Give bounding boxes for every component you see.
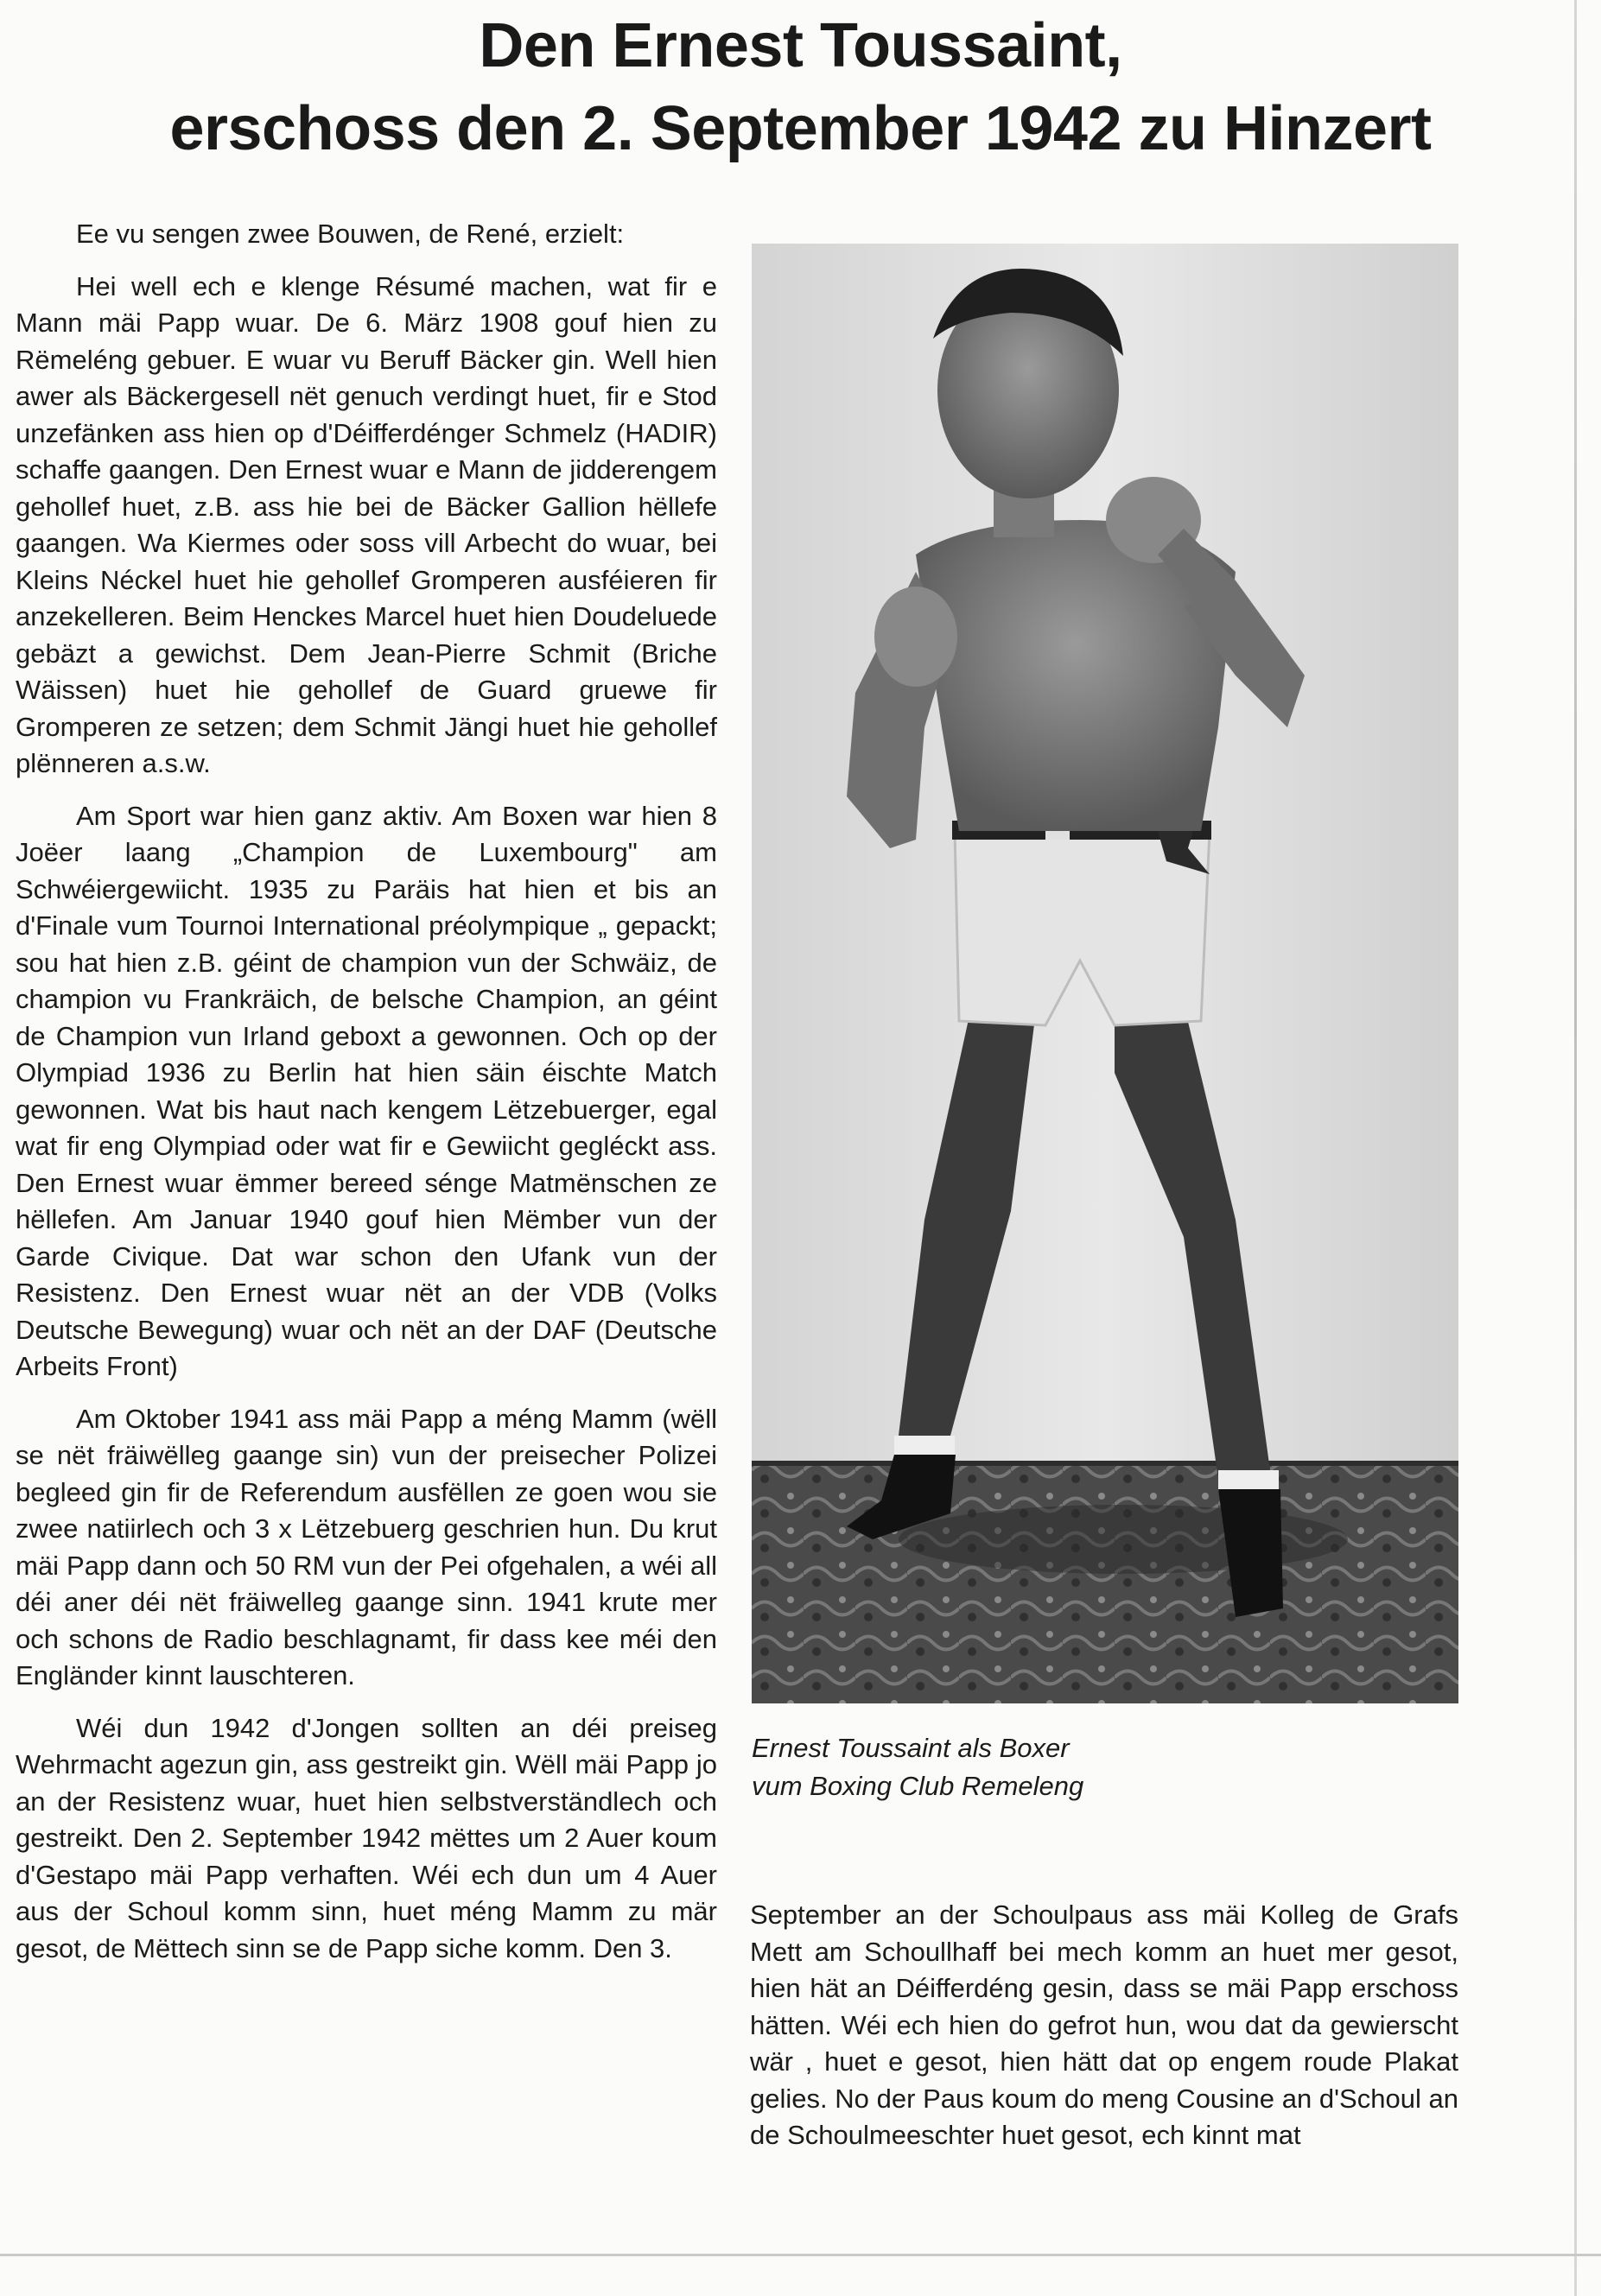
- headline-line-2: erschoss den 2. September 1942 zu Hinzert: [169, 94, 1432, 163]
- caption-line-1: Ernest Toussaint als Boxer: [752, 1733, 1070, 1763]
- boxer-photo: [752, 244, 1458, 1703]
- paragraph-referendum: Am Oktober 1941 ass mäi Papp a méng Mamm (wëll se nët fräiwëlleg gaange sin) vun der preisecher Polizei begleed gin fir de Referendum ausfëllen ze goen wou sie zwee natiirlech och 3 x Lëtzebuerg geschrien hun. Du krut mäi Papp dann och 50 RM vun der Pei ofgehalen, a wéi all déi aner déi nët fräiwelleg gaange sinn. 1941 krute mer och schons de Radio beschlagnamt, fir dass kee méi den Engländer kinnt lauschteren.: [16, 1403, 717, 1690]
- scan-edge-bottom: [0, 2254, 1601, 2256]
- paragraph-continuation: September an der Schoulpaus ass mäi Kolleg de Grafs Mett am Schoullhaff bei mech komm an huet mer gesot, hien hät an Déifferdéng gesin, dass se mäi Papp erschoss hätten. Wéi ech hien do gefrot hun, wou dat da gewierscht wär , huet e gesot, hien hätt dat op engem roude Plakat gelies. No der Paus koum do meng Cousine an d'Schoul an de Schoulmeeschter huet gesot, ech kinnt mat: [750, 1900, 1458, 2150]
- left-article-column: [16, 216, 717, 1982]
- paragraph-sport: Am Sport war hien ganz aktiv. Am Boxen war hien 8 Joëer laang „Champion de Luxembourg" am Schwéiergewiicht. 1935 zu Paräis hat hien et bis an d'Finale vum Tournoi International préolympique „ gepackt; sou hat hien z.B. géint de champion vun der Schwäiz, de champion vu Frankräich, de belsche Champion, an géint de Champion vun Irland geboxt a gewonnen. Och op der Olympiad 1936 zu Berlin hat hien säin éischte Match gewonnen. Wat bis haut nach kengem Lëtzebuerger, egal wat fir eng Olympiad oder wat fir e Gewiicht gegléckt ass. Den Ernest wuar ëmmer bereed sénge Matmënschen ze hëllefen. Am Januar 1940 gouf hien Mëmber vun der Garde Civique. Dat war schon den Ufank vun der Resistenz. Den Ernest wuar nët an der VDB (Volks Deutsche Bewegung) wuar och nët an der DAF (Deutsche Arbeits Front): [16, 800, 717, 1381]
- paragraph-intro: Ee vu sengen zwee Bouwen, de René, erzielt:: [76, 219, 625, 249]
- caption-line-2: vum Boxing Club Remeleng: [752, 1771, 1084, 1801]
- scan-edge-right: [1574, 0, 1577, 2296]
- photo-caption: [752, 1729, 1458, 1805]
- boxer-photo-illustration: [752, 244, 1458, 1703]
- headline-line-1: Den Ernest Toussaint,: [479, 11, 1122, 80]
- paragraph-biography: Hei well ech e klenge Résumé machen, wat fir e Mann mäi Papp wuar. De 6. März 1908 gouf hien zu Rëmeléng gebuer. E wuar vu Beruff Bäcker gin. Well hien awer als Bäckergesell nët genuch verdingt huet, fir e Stod unzefänken ass hien op d'Déifferdénger Schmelz (HADIR) schaffe gaangen. Den Ernest wuar e Mann de jidderengem gehollef huet, z.B. ass hie bei de Bäcker Gallion hëllefe gaangen. Wa Kiermes oder soss vill Arbecht do wuar, bei Kleins Néckel huet hie gehollef Gromperen ausféieren fir anzekelleren. Beim Henckes Marcel huet hien Doudeluede gebäzt a gewichst. Dem Jean-Pierre Schmit (Briche Wäissen) huet hie gehollef de Guard gruewe fir Gromperen ze setzen; dem Schmit Jängi huet hie gehollef plënneren a.s.w.: [16, 270, 717, 778]
- right-article-column: [750, 1897, 1458, 2170]
- paragraph-strike: Wéi dun 1942 d'Jongen sollten an déi preiseg Wehrmacht agezun gin, ass gestreikt gin. Wëll mäi Papp jo an der Resistenz wuar, huet hien selbstverständlech och gestreikt. Den 2. September 1942 mëttes um 2 Auer koum d'Gestapo mäi Papp verhaften. Wéi ech dun um 4 Auer aus der Schoul komm sinn, huet méng Mamm zu mär gesot, de Mëttech sinn se de Papp siche komm. Den 3.: [16, 1712, 717, 1963]
- patterned-floor: [752, 1463, 1458, 1703]
